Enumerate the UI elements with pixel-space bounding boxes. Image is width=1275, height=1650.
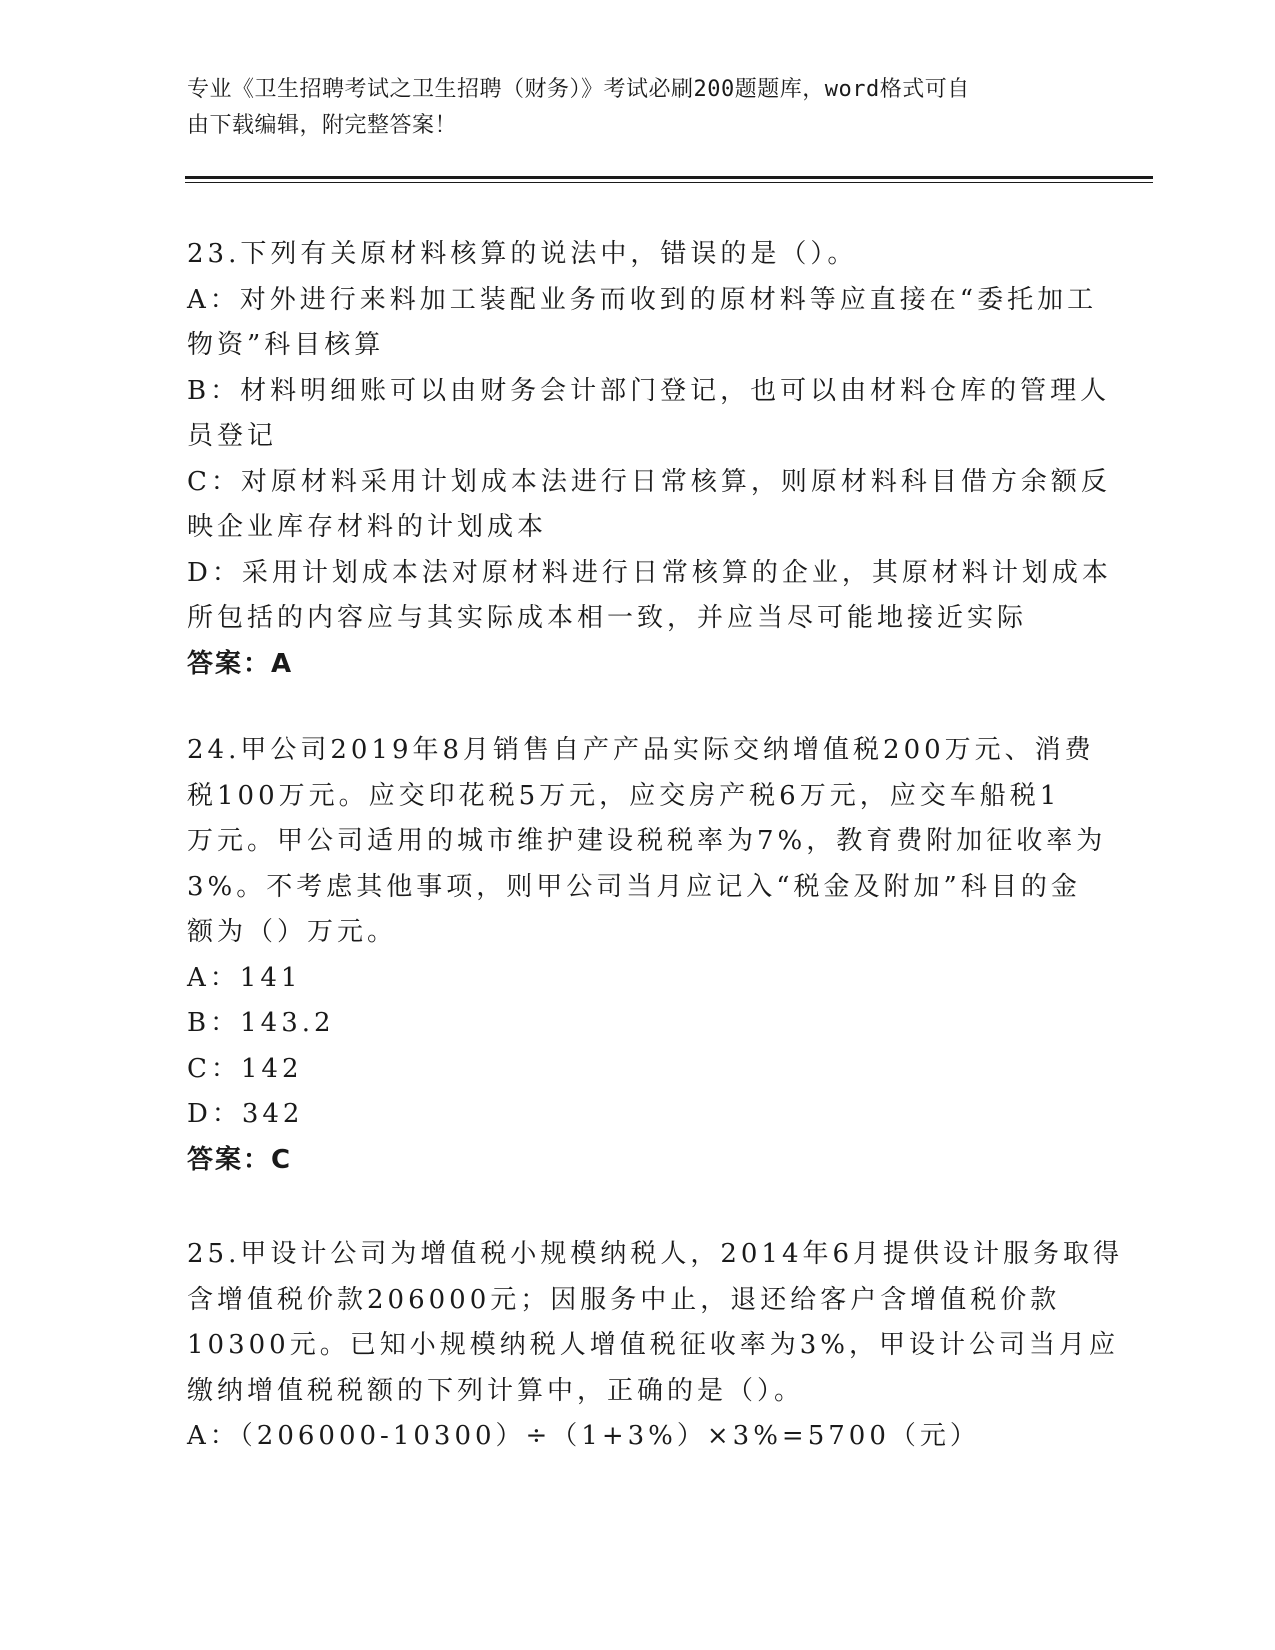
question-stem-line-1: 24.甲公司2019年8月销售自产产品实际交纳增值税200万元、消费 (187, 735, 1095, 765)
option-d: D：采用计划成本法对原材料进行日常核算的企业，其原材料计划成本 (187, 557, 1112, 588)
question-stem-line-4: 缴纳增值税税额的下列计算中，正确的是（）。 (187, 1375, 805, 1406)
document-header (187, 72, 1087, 144)
option-a: A：对外进行来料加工装配业务而收到的原材料等应直接在“委托加工 (187, 284, 1098, 315)
question-stem-line-3: 10300元。已知小规模纳税人增值税征收率为3%，甲设计公司当月应 (187, 1330, 1119, 1360)
question-stem: 23.下列有关原材料核算的说法中，错误的是（）。 (187, 239, 858, 269)
question-stem-line-2: 含增值税价款206000元；因服务中止，退还给客户含增值税价款 (187, 1284, 1061, 1315)
question-25 (187, 1232, 1124, 1460)
header-rule-thin (185, 182, 1153, 183)
question-24 (187, 728, 1107, 1183)
option-c-cont: 映企业库存材料的计划成本 (187, 512, 548, 542)
option-d-cont: 所包括的内容应与其实际成本相一致，并应当尽可能地接近实际 (187, 603, 1028, 633)
answer-label: 答案：C (187, 1144, 293, 1175)
question-23 (187, 232, 1112, 687)
question-stem-line-1: 25.甲设计公司为增值税小规模纳税人，2014年6月提供设计服务取得 (187, 1239, 1124, 1269)
question-stem-line-2: 税100万元。应交印花税5万元，应交房产税6万元，应交车船税1 (187, 780, 1061, 811)
question-stem-line-4: 3%。不考虑其他事项，则甲公司当月应记入“税金及附加”科目的金 (187, 871, 1081, 902)
header-line-1: 专业《卫生招聘考试之卫生招聘（财务）》考试必刷200题题库，word格式可自 (187, 77, 970, 102)
header-line-2: 由下载编辑，附完整答案！ (187, 113, 458, 138)
option-b-cont: 员登记 (187, 421, 278, 451)
question-stem-line-3: 万元。甲公司适用的城市维护建设税税率为7%，教育费附加征收率为 (187, 826, 1107, 856)
question-stem-line-5: 额为（）万元。 (187, 917, 398, 947)
header-rule-thick (185, 176, 1153, 179)
option-d: D：342 (187, 1099, 304, 1129)
option-b: B：143.2 (187, 1008, 335, 1038)
option-b: B：材料明细账可以由财务会计部门登记，也可以由材料仓库的管理人 (187, 375, 1111, 406)
option-a-cont: 物资”科目核算 (187, 330, 385, 360)
option-c: C：142 (187, 1053, 303, 1084)
answer-label: 答案：A (187, 648, 294, 679)
option-c: C：对原材料采用计划成本法进行日常核算，则原材料科目借方余额反 (187, 466, 1111, 497)
option-a: A：（206000-10300）÷（1+3%）×3%=5700（元） (187, 1421, 980, 1451)
option-a: A：141 (187, 962, 302, 993)
